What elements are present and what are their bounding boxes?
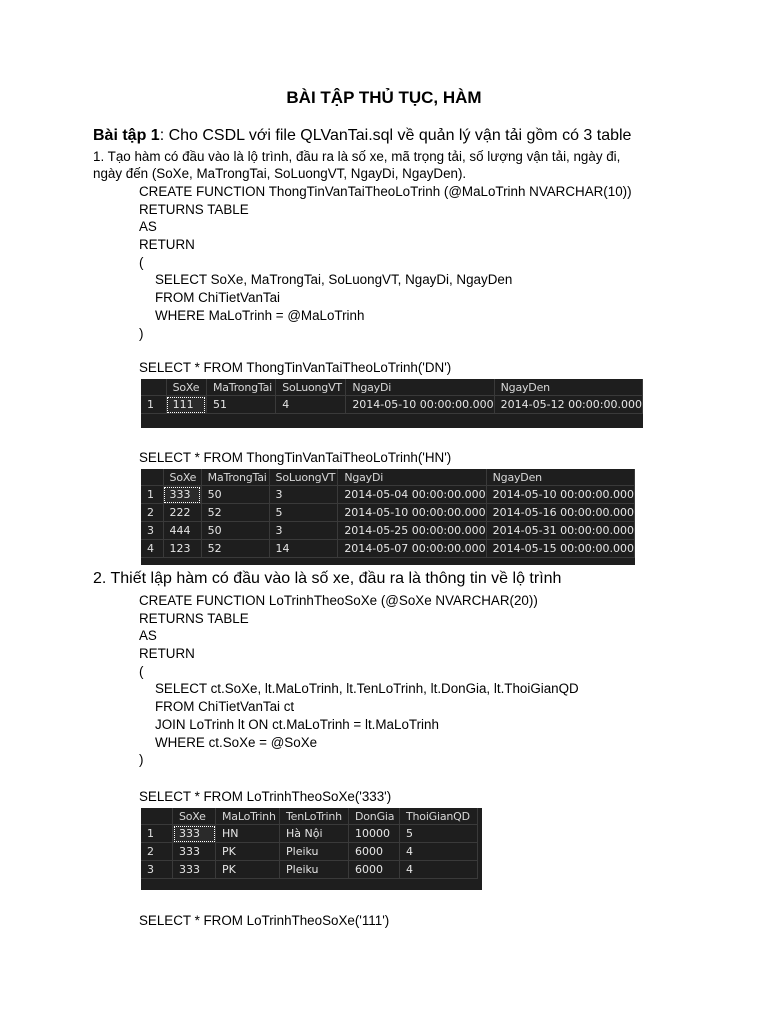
result-grid-1 [141, 379, 643, 428]
table-cell[interactable]: 222 [163, 504, 201, 522]
code-line: ( [139, 254, 144, 270]
table-cell[interactable]: 333 [163, 486, 201, 504]
code-line: SELECT SoXe, MaTrongTai, SoLuongVT, NgayDi, NgayDen [155, 272, 513, 288]
column-header: NgayDi [346, 379, 494, 396]
row-number-header [141, 379, 166, 396]
table-cell[interactable]: 6000 [349, 843, 400, 861]
query-hn: SELECT * FROM ThongTinVanTaiTheoLoTrinh('HN') [139, 450, 452, 465]
query-111: SELECT * FROM LoTrinhTheoSoXe('111') [139, 913, 390, 928]
column-header: SoLuongVT [269, 469, 338, 486]
code-line: ) [139, 325, 144, 341]
table-cell[interactable]: Pleiku [280, 861, 349, 879]
row-number: 1 [141, 486, 163, 504]
table-cell[interactable]: 50 [201, 522, 269, 540]
column-header: DonGia [349, 808, 400, 825]
table-row [141, 396, 643, 414]
code-line: AS [139, 628, 157, 644]
question-2-heading: 2. Thiết lập hàm có đầu vào là số xe, đầu ra là thông tin về lộ trình [93, 570, 562, 587]
row-number: 1 [141, 396, 166, 414]
table-cell[interactable]: 4 [400, 861, 478, 879]
table-row [141, 825, 478, 843]
code-line: WHERE MaLoTrinh = @MaLoTrinh [155, 307, 365, 323]
question-1-line-1: 1. Tạo hàm có đầu vào là lộ trình, đầu ra là số xe, mã trọng tải, số lượng vận tải, ngày đi, [93, 149, 621, 164]
row-number-header [141, 469, 163, 486]
grid-header-row [141, 469, 635, 486]
table-row [141, 843, 478, 861]
exercise-heading [93, 127, 631, 145]
table-cell[interactable]: 6000 [349, 861, 400, 879]
table-cell[interactable]: 51 [206, 396, 275, 414]
table-cell[interactable]: Pleiku [280, 843, 349, 861]
table-cell[interactable]: 333 [173, 861, 216, 879]
table-row [141, 522, 635, 540]
column-header: NgayDi [338, 469, 486, 486]
column-header: ThoiGianQD [400, 808, 478, 825]
table-cell[interactable]: 2014-05-16 00:00:00.000 [486, 504, 634, 522]
table-cell[interactable]: 3 [269, 522, 338, 540]
table-cell[interactable]: 2014-05-25 00:00:00.000 [338, 522, 486, 540]
table-cell[interactable]: 444 [163, 522, 201, 540]
column-header: MaTrongTai [201, 469, 269, 486]
table-cell[interactable]: 50 [201, 486, 269, 504]
code-line: RETURN [139, 646, 195, 662]
code-line: JOIN LoTrinh lt ON ct.MaLoTrinh = lt.MaLoTrinh [155, 716, 439, 732]
code-line: FROM ChiTietVanTai ct [155, 699, 295, 715]
table-cell[interactable]: 333 [173, 825, 216, 843]
column-header: MaLoTrinh [216, 808, 280, 825]
exercise-heading-text: : Cho CSDL với file QLVanTai.sql về quản lý vận tải gồm có 3 table [159, 127, 632, 144]
table-cell[interactable]: 333 [173, 843, 216, 861]
table-row [141, 504, 635, 522]
row-number: 4 [141, 540, 163, 558]
exercise-heading-bold: Bài tập 1 [93, 127, 160, 144]
code-line: RETURN [139, 237, 195, 253]
row-number: 2 [141, 843, 173, 861]
table-cell[interactable]: 5 [269, 504, 338, 522]
table-row [141, 486, 635, 504]
table-cell[interactable]: 4 [276, 396, 346, 414]
table-cell[interactable]: 2014-05-07 00:00:00.000 [338, 540, 486, 558]
table-cell[interactable]: 14 [269, 540, 338, 558]
table-cell[interactable]: 2014-05-10 00:00:00.000 [346, 396, 494, 414]
column-header: SoXe [173, 808, 216, 825]
table-cell[interactable]: 2014-05-10 00:00:00.000 [486, 486, 634, 504]
table-cell[interactable]: HN [216, 825, 280, 843]
result-grid-3 [141, 808, 482, 890]
table-cell[interactable]: Hà Nội [280, 825, 349, 843]
code-block-2 [139, 592, 579, 769]
row-number: 3 [141, 861, 173, 879]
grid-header-row [141, 808, 478, 825]
code-block-1 [139, 183, 632, 342]
code-line: ) [139, 752, 144, 768]
code-line: FROM ChiTietVanTai [155, 290, 281, 306]
table-cell[interactable]: 2014-05-10 00:00:00.000 [338, 504, 486, 522]
column-header: SoXe [166, 379, 206, 396]
table-row [141, 540, 635, 558]
table-cell[interactable]: 52 [201, 504, 269, 522]
code-line: WHERE ct.SoXe = @SoXe [155, 734, 318, 750]
code-line: ( [139, 663, 144, 679]
table-cell[interactable]: 3 [269, 486, 338, 504]
table-cell[interactable]: 52 [201, 540, 269, 558]
table-cell[interactable]: 2014-05-12 00:00:00.000 [494, 396, 642, 414]
column-header: TenLoTrinh [280, 808, 349, 825]
code-line: CREATE FUNCTION LoTrinhTheoSoXe (@SoXe NVARCHAR(20)) [139, 593, 538, 608]
column-header: SoLuongVT [276, 379, 346, 396]
row-number-header [141, 808, 173, 825]
column-header: MaTrongTai [206, 379, 275, 396]
table-row [141, 861, 478, 879]
table-cell[interactable]: PK [216, 861, 280, 879]
column-header: NgayDen [494, 379, 642, 396]
code-line: RETURNS TABLE [139, 610, 249, 626]
table-cell[interactable]: 123 [163, 540, 201, 558]
code-line: CREATE FUNCTION ThongTinVanTaiTheoLoTrinh (@MaLoTrinh NVARCHAR(10)) [139, 184, 632, 199]
table-cell[interactable]: 2014-05-15 00:00:00.000 [486, 540, 634, 558]
table-cell[interactable]: 111 [166, 396, 206, 414]
code-line: SELECT ct.SoXe, lt.MaLoTrinh, lt.TenLoTrinh, lt.DonGia, lt.ThoiGianQD [155, 681, 579, 697]
row-number: 3 [141, 522, 163, 540]
table-cell[interactable]: 2014-05-04 00:00:00.000 [338, 486, 486, 504]
code-line: RETURNS TABLE [139, 201, 249, 217]
table-cell[interactable]: 10000 [349, 825, 400, 843]
grid-header-row [141, 379, 643, 396]
question-1-line-2: ngày đến (SoXe, MaTrongTai, SoLuongVT, NgayDi, NgayDen). [93, 166, 467, 181]
column-header: SoXe [163, 469, 201, 486]
query-333: SELECT * FROM LoTrinhTheoSoXe('333') [139, 789, 392, 804]
row-number: 2 [141, 504, 163, 522]
table-cell[interactable]: 4 [400, 843, 478, 861]
table-cell[interactable]: 2014-05-31 00:00:00.000 [486, 522, 634, 540]
row-number: 1 [141, 825, 173, 843]
table-cell[interactable]: PK [216, 843, 280, 861]
column-header: NgayDen [486, 469, 634, 486]
query-dn: SELECT * FROM ThongTinVanTaiTheoLoTrinh('DN') [139, 360, 452, 375]
result-grid-2 [141, 469, 635, 565]
code-line: AS [139, 219, 157, 235]
table-cell[interactable]: 5 [400, 825, 478, 843]
page-title: BÀI TẬP THỦ TỤC, HÀM [286, 88, 482, 107]
